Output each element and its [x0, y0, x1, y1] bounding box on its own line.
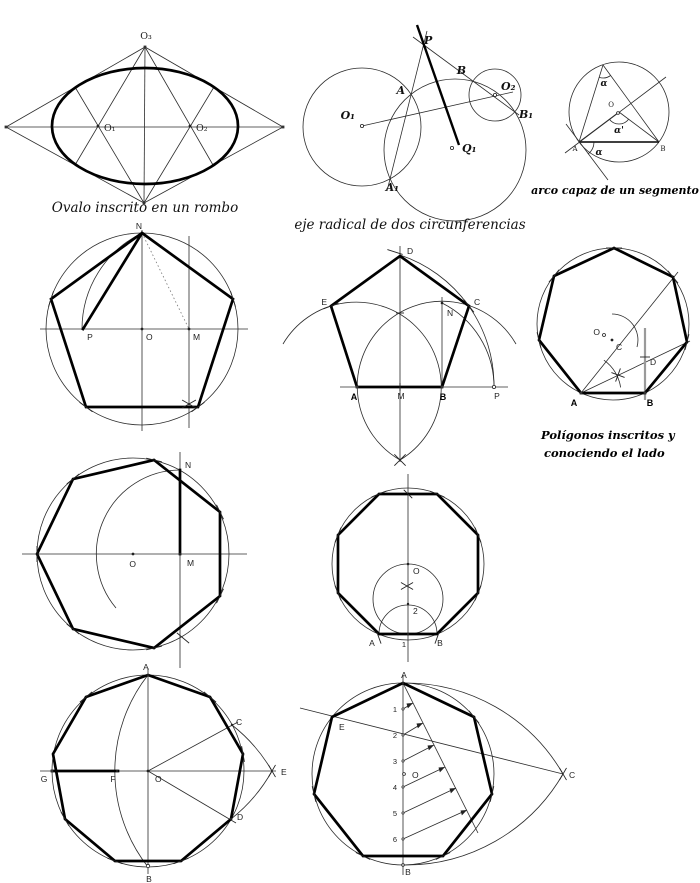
label-C: C: [616, 342, 623, 352]
label-A: A: [401, 670, 407, 680]
label-1: 1: [401, 640, 407, 649]
label-A: A: [396, 84, 405, 97]
label-O1: O₁: [340, 109, 355, 122]
label-O: O: [608, 101, 614, 109]
label-B: B: [646, 398, 654, 408]
label-E: E: [281, 767, 287, 777]
label-O3: O₃: [140, 31, 152, 42]
figure-pentagon-inscribed: [40, 221, 248, 431]
figure-octagon-from-side: [332, 474, 484, 662]
label-D: D: [407, 246, 414, 256]
label-O2: O₂: [501, 80, 516, 93]
tick-marks: [537, 248, 689, 382]
figure-oval-in-rhombus: [5, 31, 285, 216]
label-A: A: [350, 392, 358, 402]
construction-arcs: [283, 255, 516, 460]
figure-nonagon: [40, 662, 287, 883]
dotted-NM: [142, 233, 189, 329]
label-C: C: [236, 717, 243, 727]
heptagon: [539, 248, 687, 393]
figure-pentagon-from-side: [283, 246, 516, 466]
label-A: A: [369, 638, 375, 648]
label-F: F: [110, 774, 116, 784]
figure-arco-capaz: [531, 62, 699, 197]
rhombus-outline: [6, 47, 283, 203]
label-B: B: [660, 145, 666, 153]
label-B: B: [456, 64, 466, 77]
caption-poligonos-line1: Polígonos inscritos y: [541, 428, 675, 442]
figure-heptagon-diameter-division: [300, 670, 575, 877]
label-G: G: [40, 774, 48, 784]
circumference: [537, 248, 689, 400]
label-O: O: [155, 774, 162, 784]
label-M: M: [193, 332, 201, 342]
label-M: M: [187, 558, 195, 568]
axes: [340, 246, 508, 462]
label-P: P: [424, 34, 433, 47]
label-N: N: [185, 460, 192, 470]
label-alpha-central: α': [614, 126, 624, 136]
label-O: O: [593, 327, 600, 337]
label-E: E: [321, 297, 327, 307]
construction-arcs: [403, 683, 563, 865]
label-B1: B₁: [519, 108, 534, 121]
label-alpha-semi: α: [595, 148, 603, 158]
label-A: A: [570, 398, 578, 408]
label-B: B: [437, 638, 443, 648]
label-Q1: Q₁: [462, 142, 477, 155]
label-B: B: [405, 867, 411, 877]
label-M: M: [397, 391, 405, 401]
circle-Q1: [384, 79, 526, 221]
figure-heptagon-inscribed: [22, 452, 247, 668]
axes: [40, 230, 248, 431]
label-n6: 6: [392, 835, 397, 844]
axes: [300, 675, 563, 875]
point-markers: [402, 682, 406, 867]
label-n3: 3: [392, 757, 397, 766]
caption-ovalo: Ovalo inscrito en un rombo: [51, 200, 239, 216]
secant-lines: [362, 31, 519, 191]
label-P: P: [494, 391, 500, 401]
caption-arco: arco capaz de un segmento: [531, 184, 699, 197]
arc-MN: [96, 470, 180, 608]
label-alpha-inscribed: α: [600, 79, 608, 89]
label-D: D: [237, 812, 244, 822]
label-N: N: [447, 308, 454, 318]
label-O: O: [412, 770, 419, 780]
label-C: C: [569, 770, 576, 780]
label-O: O: [146, 332, 153, 342]
label-n4: 4: [392, 783, 397, 792]
label-n5: 5: [392, 809, 397, 818]
label-D: D: [650, 357, 657, 367]
label-O1: O₁: [104, 123, 116, 134]
tick-marks: [312, 711, 566, 860]
label-n1: 1: [392, 705, 397, 714]
label-n2: 2: [392, 731, 397, 740]
label-N: N: [135, 221, 143, 231]
caption-radical: eje radical de dos circunferencias: [294, 217, 526, 233]
label-A: A: [143, 662, 149, 672]
label-C: C: [474, 297, 481, 307]
label-A: A: [572, 145, 578, 153]
center-marker: [617, 112, 620, 115]
point-markers: [580, 334, 647, 395]
label-A1: A₁: [385, 181, 399, 194]
figure-radical-axis: [294, 25, 533, 233]
label-E: E: [339, 722, 345, 732]
figure-heptagon-from-side: [537, 248, 690, 460]
label-B: B: [439, 392, 447, 402]
tick-marks: [61, 692, 276, 864]
label-P: P: [87, 332, 93, 342]
label-O2: O₂: [196, 123, 208, 134]
triangle-and-lines: [565, 65, 666, 180]
label-O: O: [413, 566, 420, 576]
caption-poligonos-line2: conociendo el lado: [544, 446, 665, 460]
label-B: B: [146, 874, 152, 883]
label-2: 2: [413, 606, 418, 616]
label-O: O: [129, 559, 136, 569]
